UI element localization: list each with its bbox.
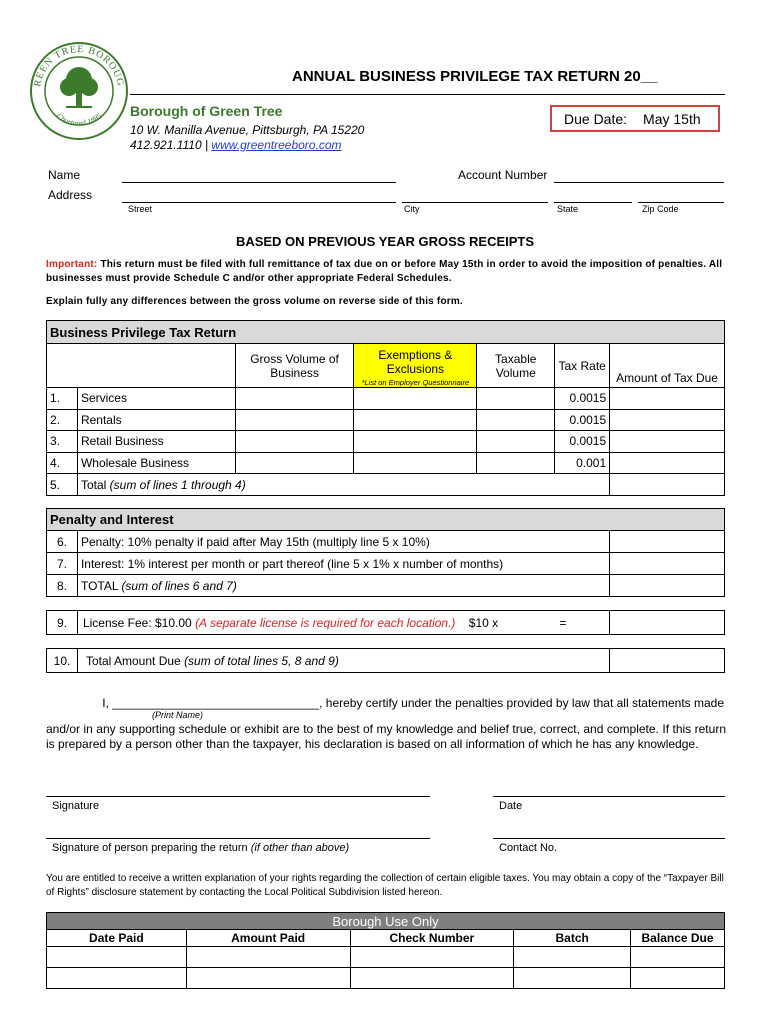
table-row: [47, 553, 725, 575]
tree-icon: [60, 67, 98, 108]
col-balance-due: Balance Due: [631, 930, 725, 947]
address-label: Address: [48, 188, 93, 202]
cert-body: and/or in any supporting schedule or exhibit are to the best of my knowledge and belief true, correct, and complete. If this return is prepared by a person other than the taxpayer, his declaration is based on all information of which he has any knowledge.: [46, 722, 726, 751]
exemptions-cell[interactable]: [354, 388, 477, 410]
print-name-caption: (Print Name): [152, 710, 204, 720]
penalty-total-amount-cell[interactable]: [610, 575, 725, 597]
penalty-total-label: [77, 575, 609, 597]
zip-caption: Zip Code: [642, 204, 679, 214]
due-date-value: May 15th: [643, 110, 701, 127]
account-number-field[interactable]: [554, 182, 724, 183]
license-table: [46, 610, 725, 635]
table-row: [47, 431, 725, 453]
penalty-total-note: (sum of lines 6 and 7): [121, 578, 237, 593]
org-address: 10 W. Manilla Avenue, Pittsburgh, PA 15220: [130, 123, 365, 137]
total-label-text: Total: [80, 477, 107, 492]
col-check-number: Check Number: [350, 930, 514, 947]
bpt-table: [46, 320, 725, 496]
gross-volume-cell[interactable]: [235, 409, 354, 431]
row-label: Wholesale Business: [77, 452, 235, 474]
table-row: [47, 409, 725, 431]
col-taxable-volume: Taxable Volume: [477, 344, 555, 388]
row-number: 2.: [47, 409, 78, 431]
col-batch: Batch: [514, 930, 631, 947]
col-date-paid: Date Paid: [47, 930, 187, 947]
interest-amount-cell[interactable]: [610, 553, 725, 575]
due-date-box: [550, 105, 720, 132]
account-number-label: Account Number: [458, 168, 548, 182]
borough-seal: [28, 40, 130, 142]
preparer-note: (if other than above): [250, 842, 350, 854]
gross-volume-cell[interactable]: [235, 388, 354, 410]
table-row: [47, 452, 725, 474]
amount-due-cell[interactable]: [610, 452, 725, 474]
bpt-title: Business Privilege Tax Return: [47, 321, 725, 344]
taxable-volume-cell[interactable]: [477, 431, 555, 453]
exemptions-cell[interactable]: [354, 409, 477, 431]
contact-label: Contact No.: [499, 842, 558, 854]
row-label: Retail Business: [77, 431, 235, 453]
important-notice: Important: This return must be filed with full remittance of tax due on or before May 15th in order to avoid the imposition of penalties. All businesses must provide Schedule C and/or other appropriate Federal Schedules.: [46, 259, 723, 284]
penalty-total-text: TOTAL: [80, 578, 119, 593]
license-amount-cell[interactable]: [610, 611, 725, 635]
form-title: ANNUAL BUSINESS PRIVILEGE TAX RETURN 20__: [292, 68, 658, 85]
penalty-table: [46, 508, 725, 597]
exemptions-cell[interactable]: [354, 452, 477, 474]
col-exemptions: [354, 344, 477, 388]
seal-text-bottom: Chartered 1885: [54, 111, 104, 128]
license-equals: =: [559, 615, 567, 630]
col-exemptions-note: *List on Employer Questionnaire: [361, 378, 470, 387]
row-label: Services: [77, 388, 235, 410]
row-number: 5.: [47, 474, 78, 496]
borough-use-table: [46, 912, 725, 989]
interest-text: Interest: 1% interest per month or part thereof (line 5 x 1% x number of months): [77, 553, 609, 575]
total-label: [77, 474, 609, 496]
gross-volume-cell[interactable]: [235, 431, 354, 453]
amount-due-cell[interactable]: [610, 409, 725, 431]
row-number: 9.: [47, 611, 78, 635]
due-date-label: Due Date:: [564, 110, 628, 127]
col-amount-paid: Amount Paid: [186, 930, 350, 947]
contact-line[interactable]: [493, 838, 725, 839]
total-due-label-cell: [77, 649, 609, 673]
amount-due-cell[interactable]: [610, 388, 725, 410]
tax-rate-cell: 0.0015: [555, 409, 610, 431]
org-phone: 412.921.1110 |: [130, 138, 209, 152]
license-label: License Fee: $10.00: [82, 615, 192, 630]
total-due-note: (sum of total lines 5, 8 and 9): [184, 653, 339, 668]
seal-text-top: REEN TREE BOROUG: [32, 43, 126, 88]
tax-rate-cell: 0.0015: [555, 431, 610, 453]
city-caption: City: [404, 204, 420, 214]
tax-rate-cell: 0.0015: [555, 388, 610, 410]
table-row: [47, 947, 725, 968]
license-note: (A separate license is required for each location.): [195, 615, 456, 630]
state-caption: State: [557, 204, 579, 214]
table-row: [47, 531, 725, 553]
org-name: Borough of Green Tree: [130, 103, 283, 119]
taxable-volume-cell[interactable]: [477, 388, 555, 410]
license-label-cell: [77, 611, 609, 635]
row-number: 7.: [47, 553, 78, 575]
signature-line[interactable]: [46, 796, 430, 797]
gross-volume-cell[interactable]: [235, 452, 354, 474]
city-field[interactable]: [402, 202, 548, 203]
org-website-link[interactable]: www.greentreeboro.com: [211, 138, 342, 152]
name-field[interactable]: [122, 182, 396, 183]
svg-text:Chartered 1885: [55, 111, 104, 128]
street-field[interactable]: [122, 202, 396, 203]
date-label: Date: [499, 800, 523, 812]
important-label: Important: [46, 259, 94, 270]
important-text: This return must be filed with full remittance of tax due on or before May 15th in order to avoid the imposition of penalties. All businesses must provide Schedule C and/or other appropriate Federal Schedules.: [46, 259, 723, 284]
row-label: Rentals: [77, 409, 235, 431]
rights-notice: You are entitled to receive a written explanation of your rights regarding the collection of certain eligible taxes. You may obtain a copy of the “Taxpayer Bill of Rights” disclosure statement by contacting the Local Political Subdivision listed hereon.: [46, 873, 724, 898]
borough-use-title: Borough Use Only: [47, 913, 725, 930]
total-amount-cell[interactable]: [610, 474, 725, 496]
row-number: 4.: [47, 452, 78, 474]
penalty-text: Penalty: 10% penalty if paid after May 15th (multiply line 5 x 10%): [77, 531, 609, 553]
exemptions-cell[interactable]: [354, 431, 477, 453]
row-number: 10.: [47, 649, 78, 673]
col-tax-rate: Tax Rate: [555, 344, 610, 388]
tax-rate-cell: 0.001: [555, 452, 610, 474]
penalty-amount-cell[interactable]: [610, 531, 725, 553]
col-gross-volume: Gross Volume of Business: [235, 344, 354, 388]
table-row: [47, 968, 725, 989]
explain-note: Explain fully any differences between the gross volume on reverse side of this form.: [46, 296, 463, 307]
row-number: 6.: [47, 531, 78, 553]
preparer-label-text: Signature of person preparing the return: [52, 842, 248, 854]
org-address-block: [130, 123, 364, 153]
date-line[interactable]: [493, 796, 725, 797]
amount-due-cell[interactable]: [610, 431, 725, 453]
taxable-volume-cell[interactable]: [477, 409, 555, 431]
signature-label: Signature: [52, 800, 100, 812]
total-due-amount-cell[interactable]: [610, 649, 725, 673]
row-number: 1.: [47, 388, 78, 410]
cert-line1: I, _______________________________, hereby certify under the penalties provided by law that all statements made: [102, 696, 724, 710]
preparer-label: [52, 842, 349, 854]
total-row: [47, 575, 725, 597]
state-field[interactable]: [554, 202, 632, 203]
header-divider: [130, 94, 725, 95]
zip-field[interactable]: [638, 202, 724, 203]
col-amount-due: Amount of Tax Due: [610, 344, 725, 388]
row-number: 8.: [47, 575, 78, 597]
col-exemptions-label: Exemptions & Exclusions: [378, 348, 453, 376]
license-multiplier: $10 x: [468, 615, 499, 630]
total-row: [47, 474, 725, 496]
preparer-signature-line[interactable]: [46, 838, 430, 839]
total-note: (sum of lines 1 through 4): [109, 477, 246, 492]
row-number: 3.: [47, 431, 78, 453]
section-heading: BASED ON PREVIOUS YEAR GROSS RECEIPTS: [235, 234, 535, 249]
table-row: [47, 388, 725, 410]
taxable-volume-cell[interactable]: [477, 452, 555, 474]
total-due-table: [46, 648, 725, 673]
penalty-title: Penalty and Interest: [47, 509, 725, 531]
street-caption: Street: [128, 204, 153, 214]
name-label: Name: [48, 168, 81, 182]
total-due-label: Total Amount Due: [85, 653, 181, 668]
